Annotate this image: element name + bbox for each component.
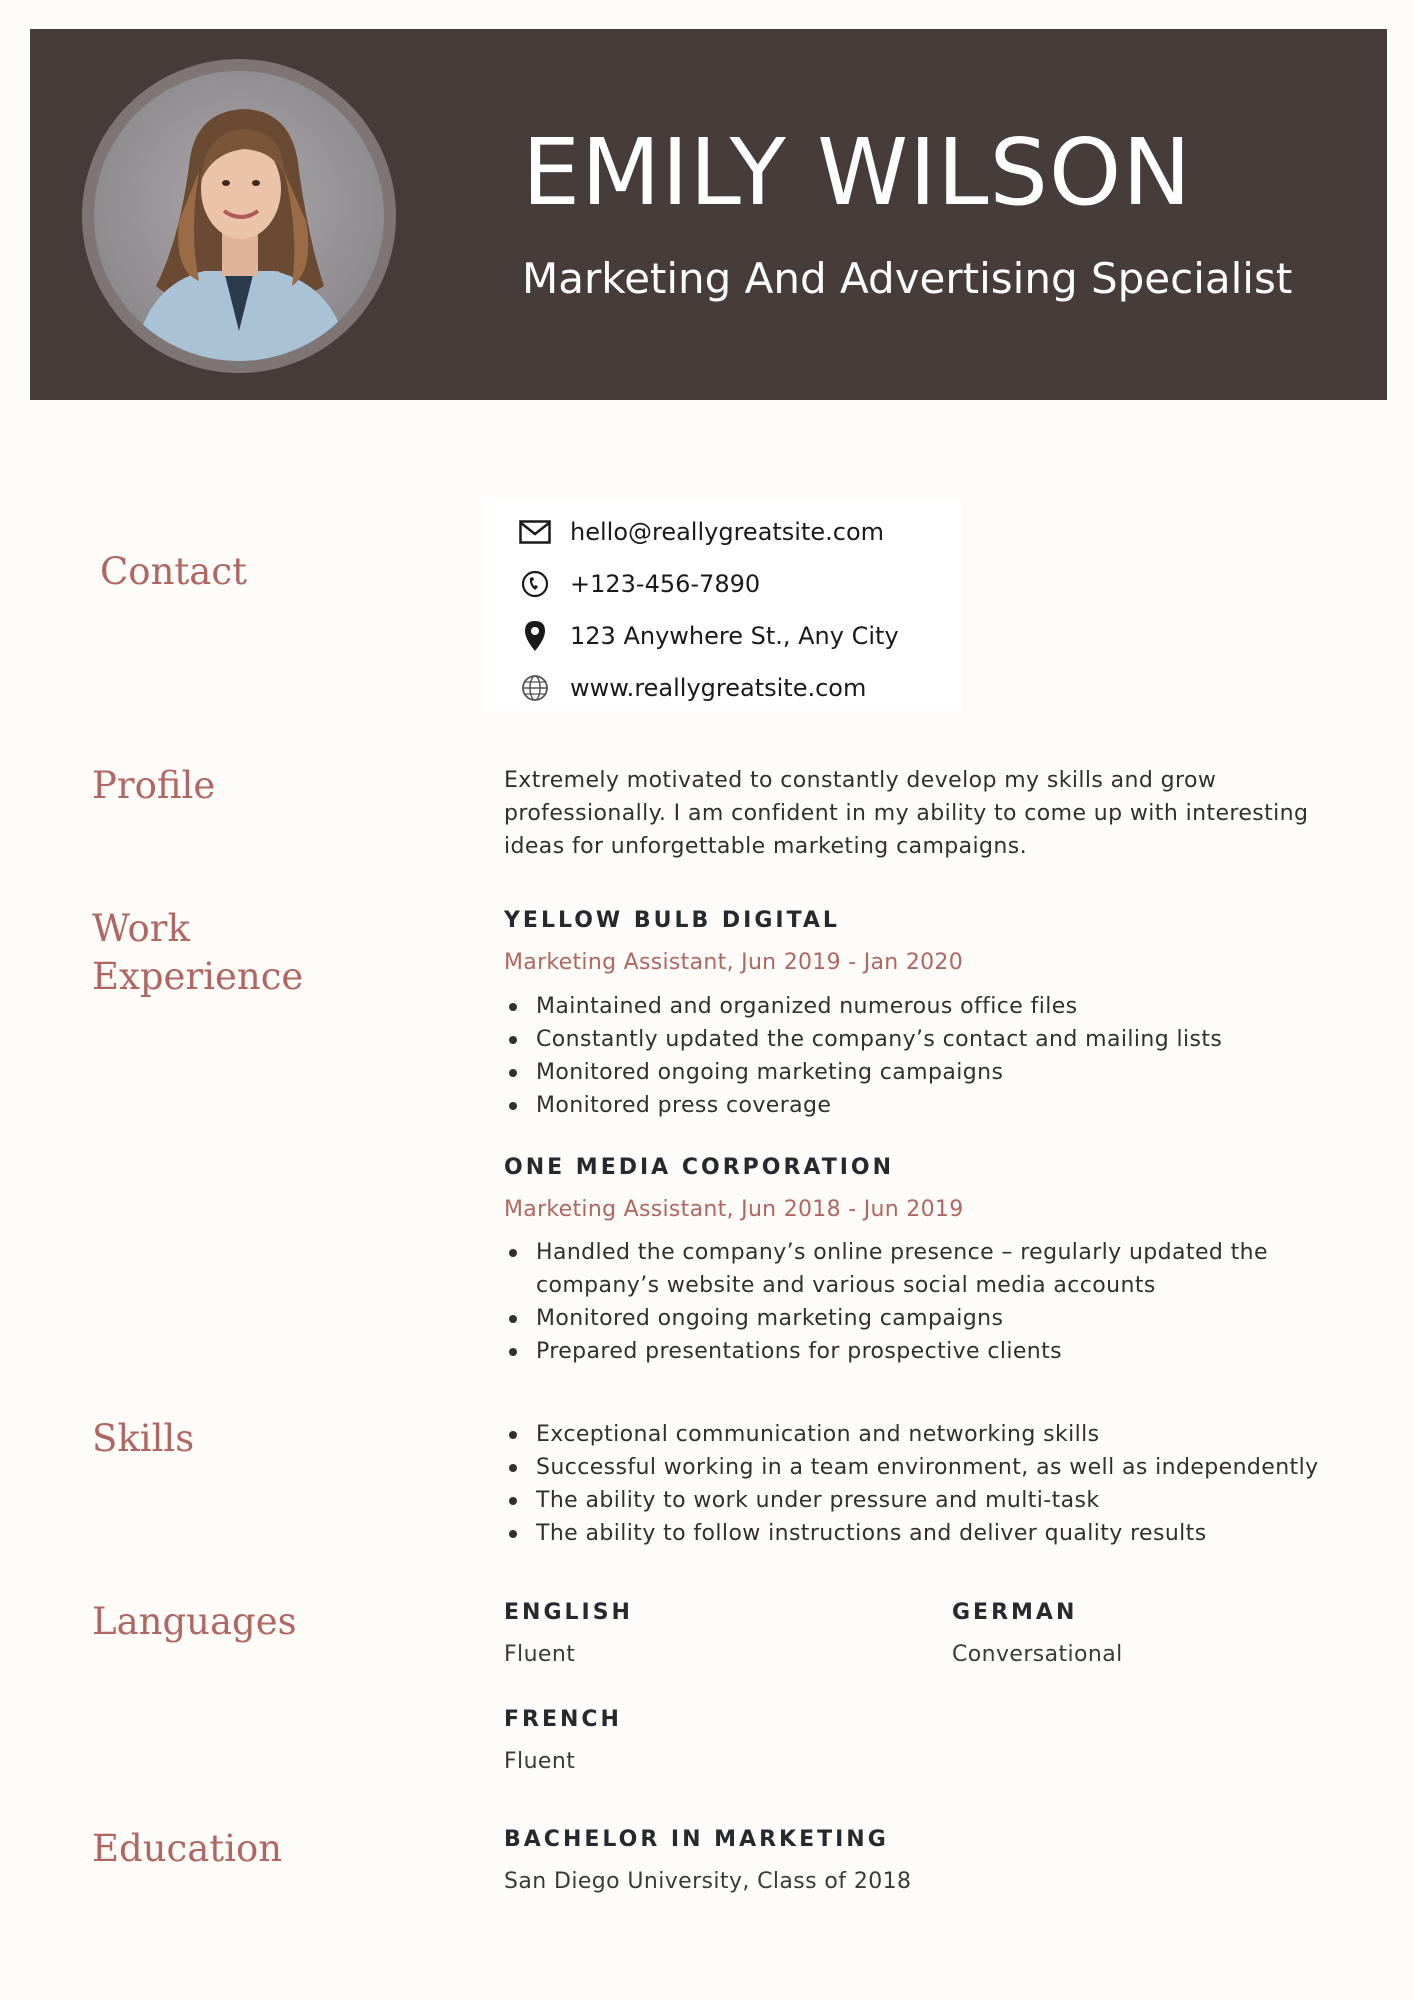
- language-level-english: Fluent: [504, 1642, 576, 1667]
- contact-box: [483, 500, 961, 710]
- contact-email[interactable]: hello@reallygreatsite.com: [570, 518, 885, 546]
- contact-website[interactable]: www.reallygreatsite.com: [570, 674, 867, 702]
- contact-website-row[interactable]: [518, 668, 866, 708]
- section-heading-languages: Languages: [92, 1600, 297, 1643]
- list-item: Constantly updated the company’s contact and mailing lists: [504, 1023, 1334, 1056]
- profile-photo: [94, 71, 384, 361]
- section-heading-work-experience: Work Experience: [92, 907, 304, 998]
- contact-email-row[interactable]: [518, 512, 884, 552]
- list-item: The ability to follow instructions and deliver quality results: [504, 1517, 1354, 1550]
- experience-bullets-2: [504, 1236, 1304, 1368]
- portrait-illustration: [94, 71, 384, 361]
- language-name-english: ENGLISH: [504, 1600, 633, 1625]
- profile-photo-frame: [82, 59, 396, 373]
- list-item: The ability to work under pressure and multi-task: [504, 1484, 1354, 1517]
- list-item: Exceptional communication and networking skills: [504, 1418, 1354, 1451]
- language-level-french: Fluent: [504, 1749, 576, 1774]
- education-school: San Diego University, Class of 2018: [504, 1869, 912, 1894]
- education-degree: BACHELOR IN MARKETING: [504, 1827, 889, 1852]
- list-item: Prepared presentations for prospective clients: [504, 1335, 1304, 1368]
- list-item: Handled the company’s online presence – regularly updated the company’s website and various social media accounts: [504, 1236, 1304, 1302]
- location-pin-icon: [518, 619, 552, 653]
- skills-list: [504, 1418, 1354, 1550]
- experience-bullets-1: [504, 990, 1334, 1122]
- experience-role-1: Marketing Assistant, Jun 2019 - Jan 2020: [504, 950, 964, 975]
- list-item: Monitored ongoing marketing campaigns: [504, 1056, 1334, 1089]
- section-heading-skills: Skills: [92, 1417, 195, 1460]
- candidate-name: EMILY WILSON: [522, 119, 1193, 226]
- list-item: Monitored ongoing marketing campaigns: [504, 1302, 1304, 1335]
- section-heading-profile: Profile: [92, 764, 216, 807]
- contact-address: 123 Anywhere St., Any City: [570, 622, 899, 650]
- list-item: Monitored press coverage: [504, 1089, 1334, 1122]
- language-name-german: GERMAN: [952, 1600, 1078, 1625]
- experience-role-2: Marketing Assistant, Jun 2018 - Jun 2019: [504, 1197, 964, 1222]
- contact-phone-row[interactable]: [518, 564, 760, 604]
- header-banner: [30, 29, 1387, 400]
- experience-company-2: ONE MEDIA CORPORATION: [504, 1155, 895, 1180]
- list-item: Maintained and organized numerous office files: [504, 990, 1334, 1023]
- phone-icon: [518, 567, 552, 601]
- envelope-icon: [518, 515, 552, 549]
- list-item: Successful working in a team environment, as well as independently: [504, 1451, 1354, 1484]
- contact-address-row: [518, 616, 899, 656]
- globe-icon: [518, 671, 552, 705]
- experience-company-1: YELLOW BULB DIGITAL: [504, 908, 840, 933]
- language-level-german: Conversational: [952, 1642, 1123, 1667]
- language-name-french: FRENCH: [504, 1707, 622, 1732]
- section-heading-education: Education: [92, 1827, 283, 1870]
- profile-text: Extremely motivated to constantly develop my skills and grow professionally. I am confident in my ability to come up with interesting ideas for unforgettable marketing campaigns.: [504, 768, 1309, 859]
- section-heading-contact: Contact: [100, 550, 247, 593]
- contact-phone[interactable]: +123-456-7890: [570, 570, 761, 598]
- candidate-title: Marketing And Advertising Specialist: [522, 254, 1293, 303]
